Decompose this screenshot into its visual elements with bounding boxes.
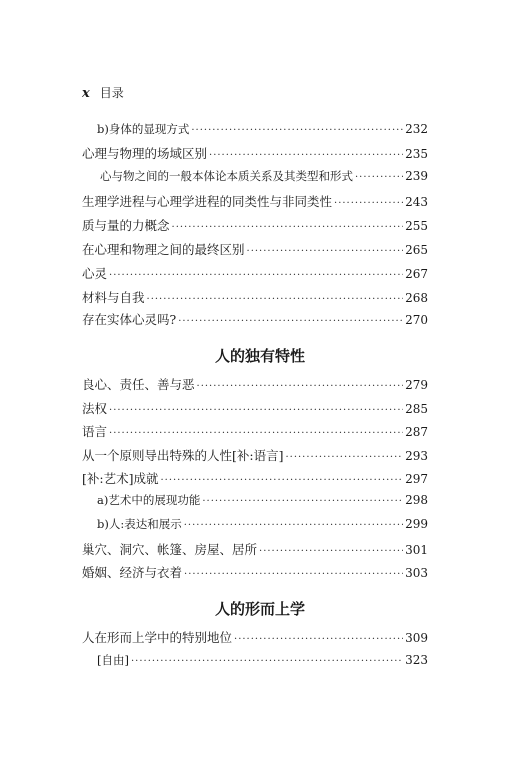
- toc-leader: [178, 316, 403, 327]
- toc-leader: [285, 452, 403, 463]
- toc-leader: [109, 428, 403, 439]
- toc-entry-page: 255: [405, 219, 428, 233]
- toc-entry[interactable]: [82, 422, 428, 440]
- toc-entry-title: 材料与自我: [82, 290, 145, 305]
- toc-entry-title: 心与物之间的一般本体论本质关系及其类型和形式: [100, 169, 353, 183]
- toc-entry-page: 285: [405, 402, 428, 416]
- toc-entry-title: a)艺术中的展现功能: [97, 493, 201, 507]
- toc-leader: [197, 381, 404, 392]
- toc-leader: [184, 569, 403, 580]
- toc-leader: [172, 222, 404, 233]
- toc-leader: [109, 270, 403, 281]
- toc-leader: [209, 150, 403, 161]
- toc-leader: [109, 405, 403, 416]
- toc-entry-title: 良心、责任、善与恶: [82, 377, 195, 392]
- toc-entry-title: 法权: [82, 401, 108, 416]
- toc-entry[interactable]: [82, 540, 428, 558]
- toc-entry[interactable]: [97, 516, 428, 534]
- toc-entry-page: 301: [405, 543, 428, 557]
- toc-leader: [355, 172, 403, 183]
- toc-leader: [202, 496, 403, 507]
- toc-entry-title: 从一个原则导出特殊的人性[补:语言]: [82, 448, 284, 463]
- toc-entry-page: 265: [405, 243, 428, 257]
- toc-entry-title: 巢穴、洞穴、帐篷、房屋、居所: [82, 542, 258, 557]
- page-header: [82, 84, 124, 101]
- header-title: 目录: [99, 86, 124, 100]
- toc-entry[interactable]: [97, 652, 428, 670]
- toc-entry-page: 243: [405, 195, 428, 209]
- toc-entry[interactable]: [82, 446, 428, 464]
- toc-entry-page: 303: [405, 566, 428, 580]
- section-heading: 人的形而上学: [214, 600, 305, 618]
- toc-entry[interactable]: [82, 216, 428, 234]
- toc-entry-page: 270: [405, 313, 428, 327]
- toc-entry-page: 298: [405, 493, 428, 507]
- toc-entry-title: 在心理和物理之间的最终区别: [82, 242, 245, 257]
- toc-entry-page: 299: [405, 517, 428, 531]
- toc-entry-title: 语言: [82, 424, 108, 439]
- toc-entry-title: 婚姻、经济与衣着: [82, 565, 183, 580]
- toc-entry-title: 质与量的力概念: [82, 218, 170, 233]
- toc-entry[interactable]: [82, 192, 428, 210]
- toc-leader: [334, 198, 403, 209]
- toc-entry-page: 287: [405, 425, 428, 439]
- toc-entry[interactable]: [82, 628, 428, 646]
- toc-entry[interactable]: [82, 310, 428, 328]
- toc-entry[interactable]: [82, 399, 428, 417]
- header-page-number: x: [82, 86, 90, 101]
- toc-leader: [259, 546, 403, 557]
- section-heading: 人的独有特性: [214, 347, 305, 365]
- toc-leader: [160, 475, 403, 486]
- toc-entry[interactable]: [82, 264, 428, 282]
- toc-entry-page: 279: [405, 378, 428, 392]
- toc-entry[interactable]: [82, 288, 428, 306]
- toc-entry-title: 心灵: [82, 266, 108, 281]
- toc-leader: [247, 246, 404, 257]
- toc-entry-page: 297: [405, 472, 428, 486]
- toc-entry-page: 267: [405, 267, 428, 281]
- toc-entry-title: [自由]: [97, 653, 129, 667]
- toc-entry[interactable]: [82, 240, 428, 258]
- toc-entry-page: 235: [405, 147, 428, 161]
- toc-entry-title: 心理与物理的场域区别: [82, 146, 208, 161]
- toc-leader: [184, 520, 403, 531]
- toc-entry[interactable]: [97, 492, 428, 510]
- toc-entry-page: 239: [405, 169, 428, 183]
- toc-entry[interactable]: [82, 469, 428, 487]
- toc-entry-title: 存在实体心灵吗?: [82, 312, 177, 327]
- toc-entry-title: [补:艺术]成就: [82, 471, 159, 486]
- toc-leader: [191, 125, 403, 136]
- toc-entry-page: 309: [405, 631, 428, 645]
- toc-leader: [131, 656, 403, 667]
- toc-entry-title: b)人:表达和展示: [97, 517, 182, 531]
- toc-entry[interactable]: [82, 563, 428, 581]
- toc-entry[interactable]: [82, 144, 428, 162]
- toc-entry-title: 人在形而上学中的特别地位: [82, 630, 233, 645]
- toc-entry-title: b)身体的显现方式: [97, 122, 190, 136]
- toc-entry-page: 232: [405, 122, 428, 136]
- toc-leader: [147, 294, 404, 305]
- toc-entry-page: 268: [405, 291, 428, 305]
- toc-entry-page: 293: [405, 449, 428, 463]
- toc-entry[interactable]: [100, 168, 428, 186]
- toc-leader: [234, 634, 403, 645]
- toc-entry[interactable]: [97, 121, 428, 139]
- toc-entry-page: 323: [405, 653, 428, 667]
- toc-entry-title: 生理学进程与心理学进程的同类性与非同类性: [82, 194, 333, 209]
- toc-entry[interactable]: [82, 375, 428, 393]
